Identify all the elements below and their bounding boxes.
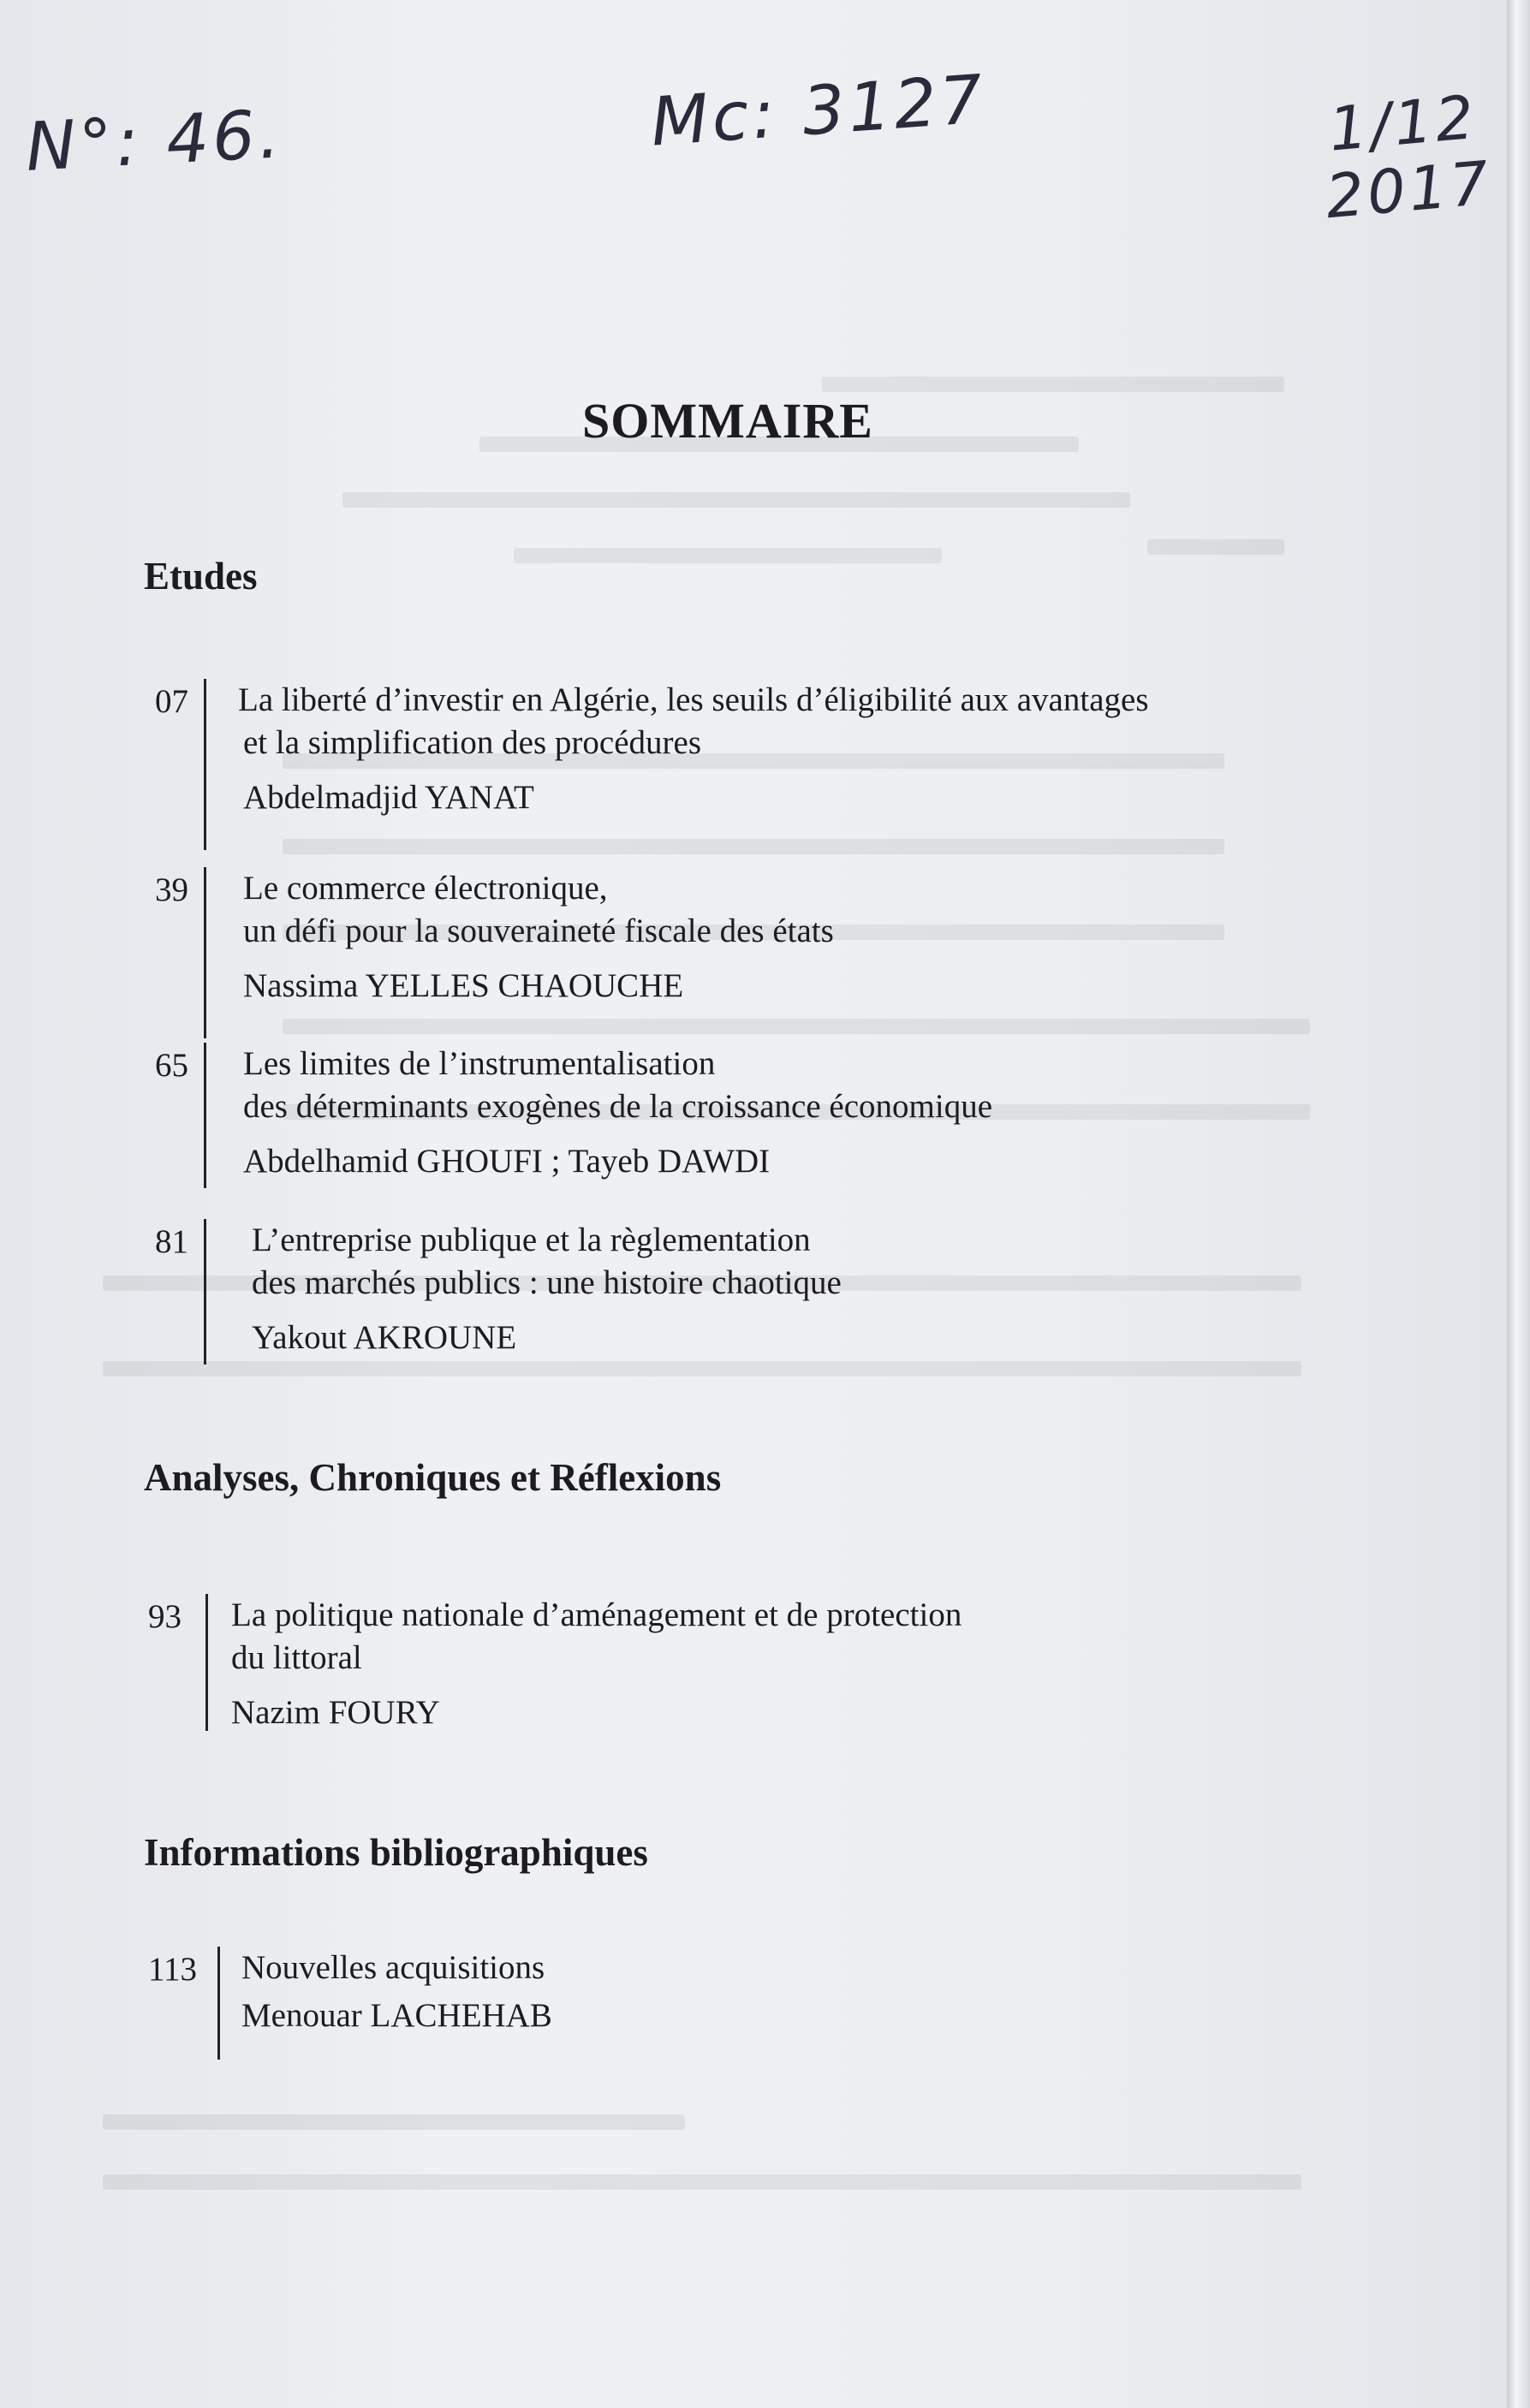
- toc-page-number: 93: [148, 1598, 182, 1635]
- toc-author: Abdelmadjid YANAT: [243, 779, 534, 816]
- toc-divider: [204, 1219, 206, 1365]
- toc-divider: [204, 1043, 206, 1188]
- toc-title-line: L’entreprise publique et la règlementation: [252, 1222, 811, 1258]
- toc-page-number: 65: [155, 1047, 188, 1084]
- handwritten-date-day: 1/12: [1325, 81, 1480, 165]
- toc-title-line: et la simplification des procédures: [243, 724, 701, 761]
- handwritten-catalog-number: Mc: 3127: [648, 61, 989, 162]
- toc-title-line: des déterminants exogènes de la croissance économique: [243, 1088, 993, 1125]
- page-title: SOMMAIRE: [582, 393, 873, 449]
- toc-entry[interactable]: [128, 1043, 1370, 1214]
- toc-entry[interactable]: [128, 1219, 1370, 1365]
- handwritten-issue-number: N°: 46.: [23, 96, 285, 187]
- toc-page-number: 07: [155, 683, 188, 720]
- toc-title-line: La politique nationale d’aménagement et de protection: [231, 1596, 962, 1633]
- page-edge: [1507, 0, 1530, 2408]
- toc-title-line: un défi pour la souveraineté fiscale des états: [243, 913, 834, 949]
- toc-title-line: Nouvelles acquisitions: [241, 1949, 545, 1986]
- toc-entry[interactable]: [128, 1594, 1370, 1731]
- toc-divider: [204, 867, 206, 1038]
- toc-page-number: 113: [147, 1951, 197, 1988]
- handwritten-date-year: 2017: [1323, 147, 1495, 233]
- section-heading-etudes: Etudes: [144, 555, 258, 598]
- toc-title-line: Les limites de l’instrumentalisation: [243, 1045, 716, 1082]
- toc-title-line: des marchés publics : une histoire chaotique: [252, 1264, 842, 1301]
- toc-divider: [204, 679, 206, 850]
- toc-author: Menouar LACHEHAB: [241, 1997, 552, 2034]
- toc-entry[interactable]: [128, 679, 1370, 850]
- toc-divider: [217, 1947, 220, 2060]
- toc-entry[interactable]: [128, 1947, 1370, 2060]
- toc-title-line: Le commerce électronique,: [243, 870, 608, 907]
- toc-author: Nazim FOURY: [231, 1694, 440, 1731]
- toc-author: Abdelhamid GHOUFI ; Tayeb DAWDI: [243, 1143, 771, 1180]
- toc-divider: [205, 1594, 208, 1731]
- section-heading-informations: Informations bibliographiques: [144, 1831, 648, 1874]
- toc-title-line: du littoral: [231, 1639, 362, 1676]
- toc-author: Nassima YELLES CHAOUCHE: [243, 967, 684, 1004]
- toc-page-number: 39: [155, 871, 188, 908]
- section-heading-analyses: Analyses, Chroniques et Réflexions: [144, 1456, 722, 1499]
- toc-author: Yakout AKROUNE: [252, 1319, 517, 1356]
- handwritten-date: [1318, 81, 1495, 233]
- toc-title-line: La liberté d’investir en Algérie, les seuils d’éligibilité aux avantages: [238, 681, 1149, 718]
- toc-page-number: 81: [155, 1223, 188, 1260]
- toc-entry[interactable]: [128, 867, 1370, 1038]
